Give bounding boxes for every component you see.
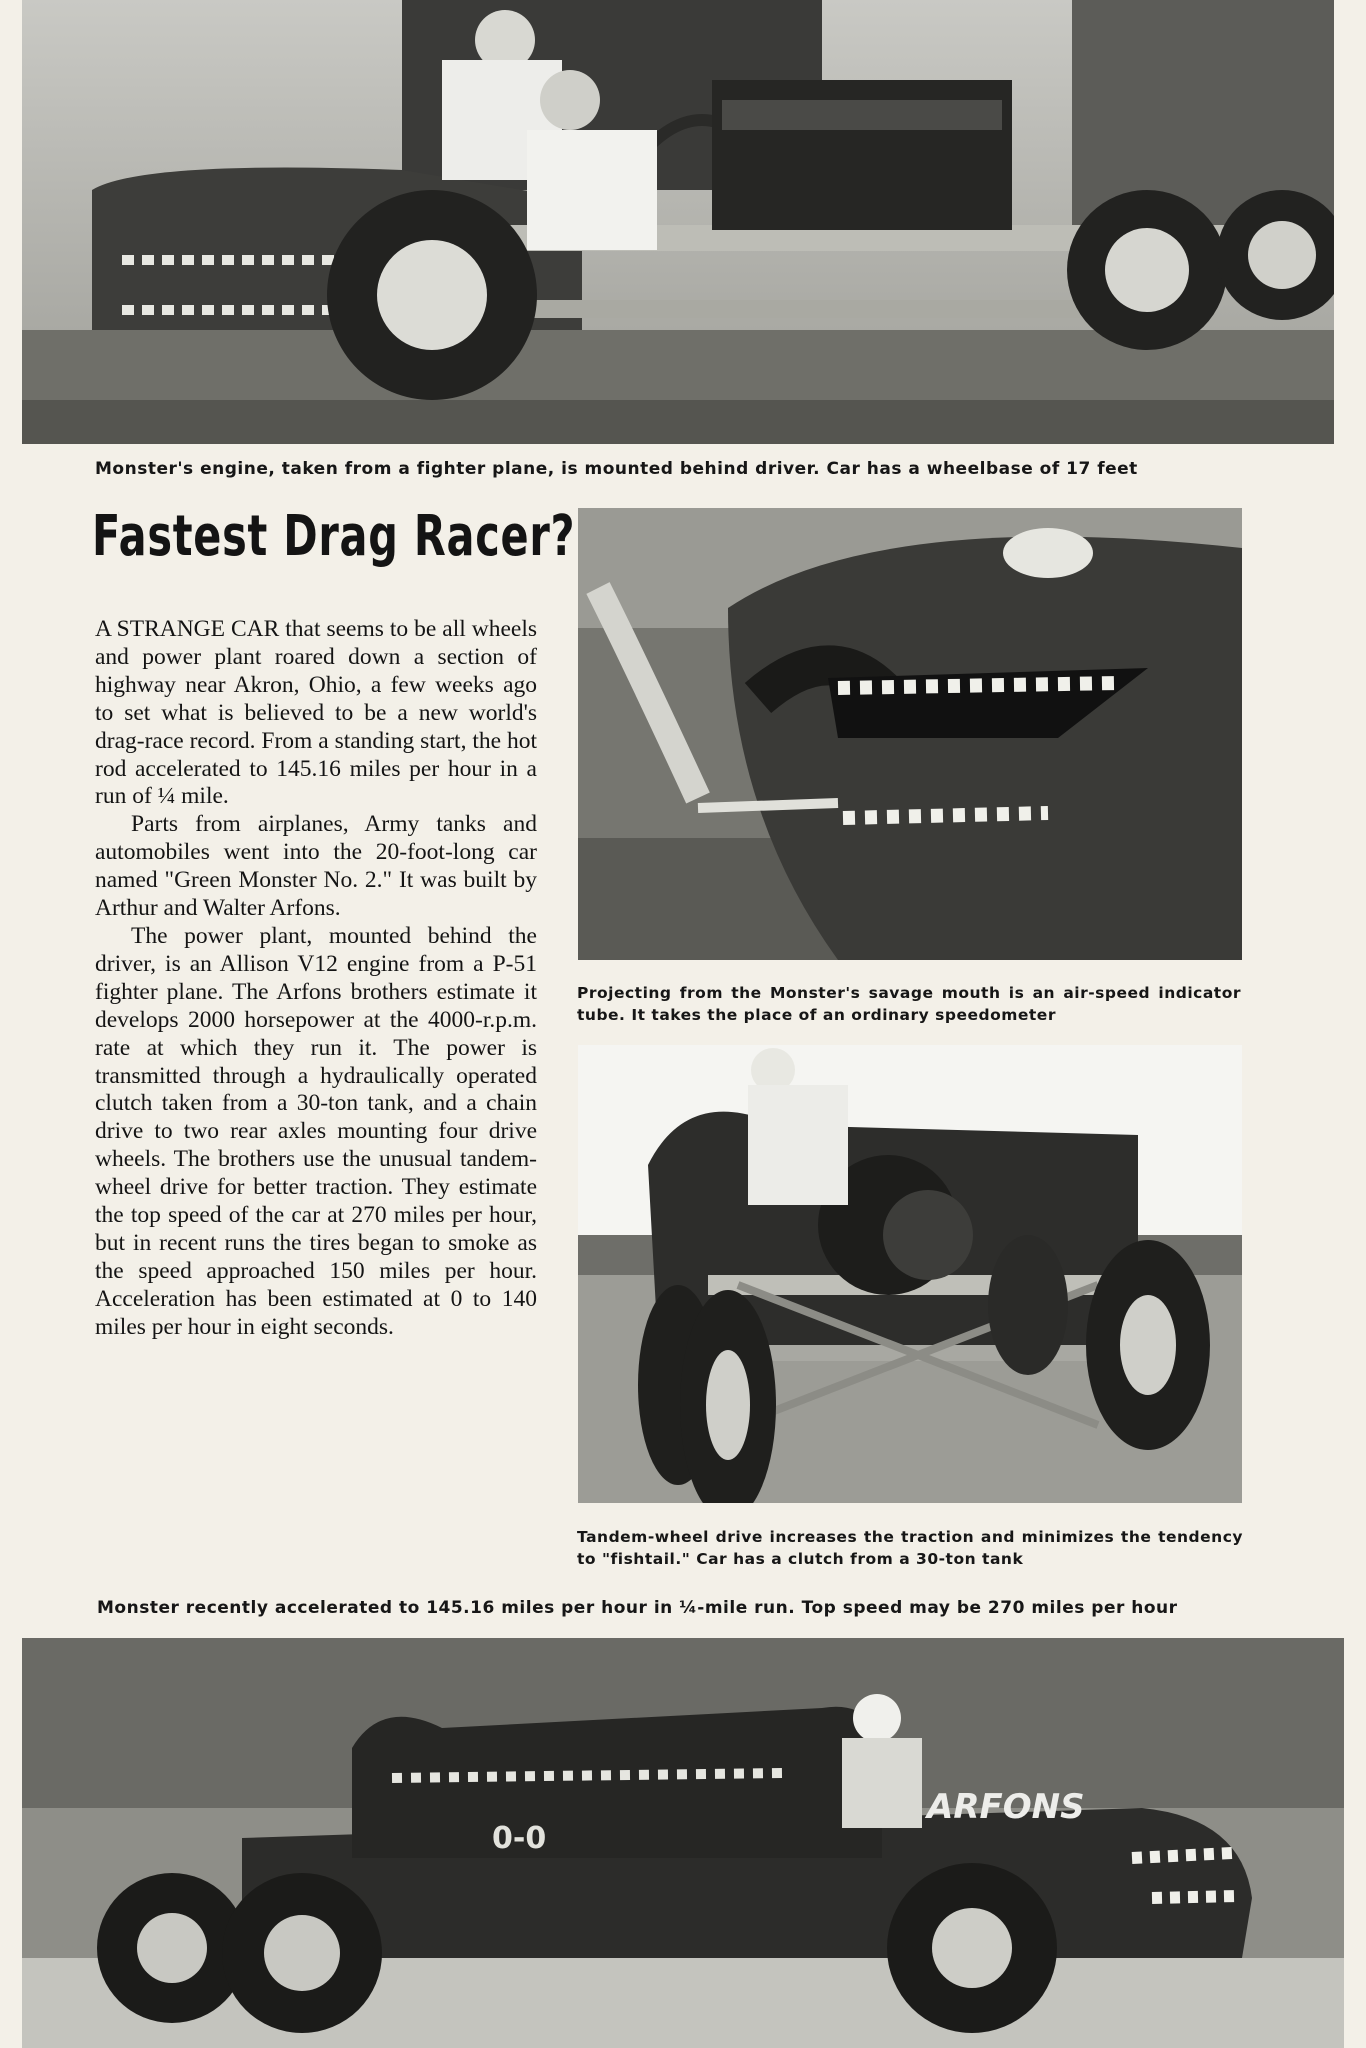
- chassis-photo: [578, 1045, 1242, 1503]
- nose-photo: [578, 508, 1242, 960]
- nose-photo-caption: Projecting from the Monster's savage mouth is an air-speed indicator tube. It takes the place of an ordinary speedometer: [577, 984, 1241, 1025]
- article-paragraph: A STRANGE CAR that seems to be all wheels and power plant roared down a section of highway near Akron, Ohio, a few weeks ago to set what is believed to be a new world's drag-race record. From a standing start, the hot rod accelerated to 145.16 miles per hour in a run of ¼ mile.: [95, 616, 537, 810]
- article-paragraph: The power plant, mounted behind the driver, is an Allison V12 engine from a P-51 fighter plane. The Arfons brothers estimate it develops 2000 horsepower at the 4000-r.p.m. rate at which they run it. The power is transmitted through a hydraulically operated clutch taken from a 30-ton tank, and a chain drive to two rear axles mounting four drive wheels. The brothers use the unusual tandem-wheel drive for better traction. They estimate the top speed of the car at 270 miles per hour, but in recent runs the tires began to smoke as the speed approached 150 miles per hour. Acceleration has been estimated at 0 to 140 miles per hour in eight seconds.: [95, 922, 537, 1340]
- bottom-photo-caption: Monster recently accelerated to 145.16 miles per hour in ¼-mile run. Top speed may be 270 miles per hour: [97, 1598, 1178, 1618]
- article-paragraph: Parts from airplanes, Army tanks and automobiles went into the 20-foot-long car named "Green Monster No. 2." It was built by Arthur and Walter Arfons.: [95, 811, 537, 922]
- bottom-car-lettering: ARFONS: [927, 1787, 1085, 1827]
- top-photo: [22, 0, 1334, 444]
- chassis-photo-caption: Tandem-wheel drive increases the traction and minimizes the tendency to "fishtail." Car has a clutch from a 30-ton tank: [577, 1528, 1243, 1569]
- article-body: [95, 616, 537, 1342]
- top-photo-caption: Monster's engine, taken from a fighter plane, is mounted behind driver. Car has a wheelbase of 17 feet: [95, 459, 1138, 479]
- bottom-photo: [22, 1638, 1344, 2048]
- page-title: Fastest Drag Racer?: [92, 504, 576, 569]
- bottom-car-number: 0-0: [492, 1821, 547, 1856]
